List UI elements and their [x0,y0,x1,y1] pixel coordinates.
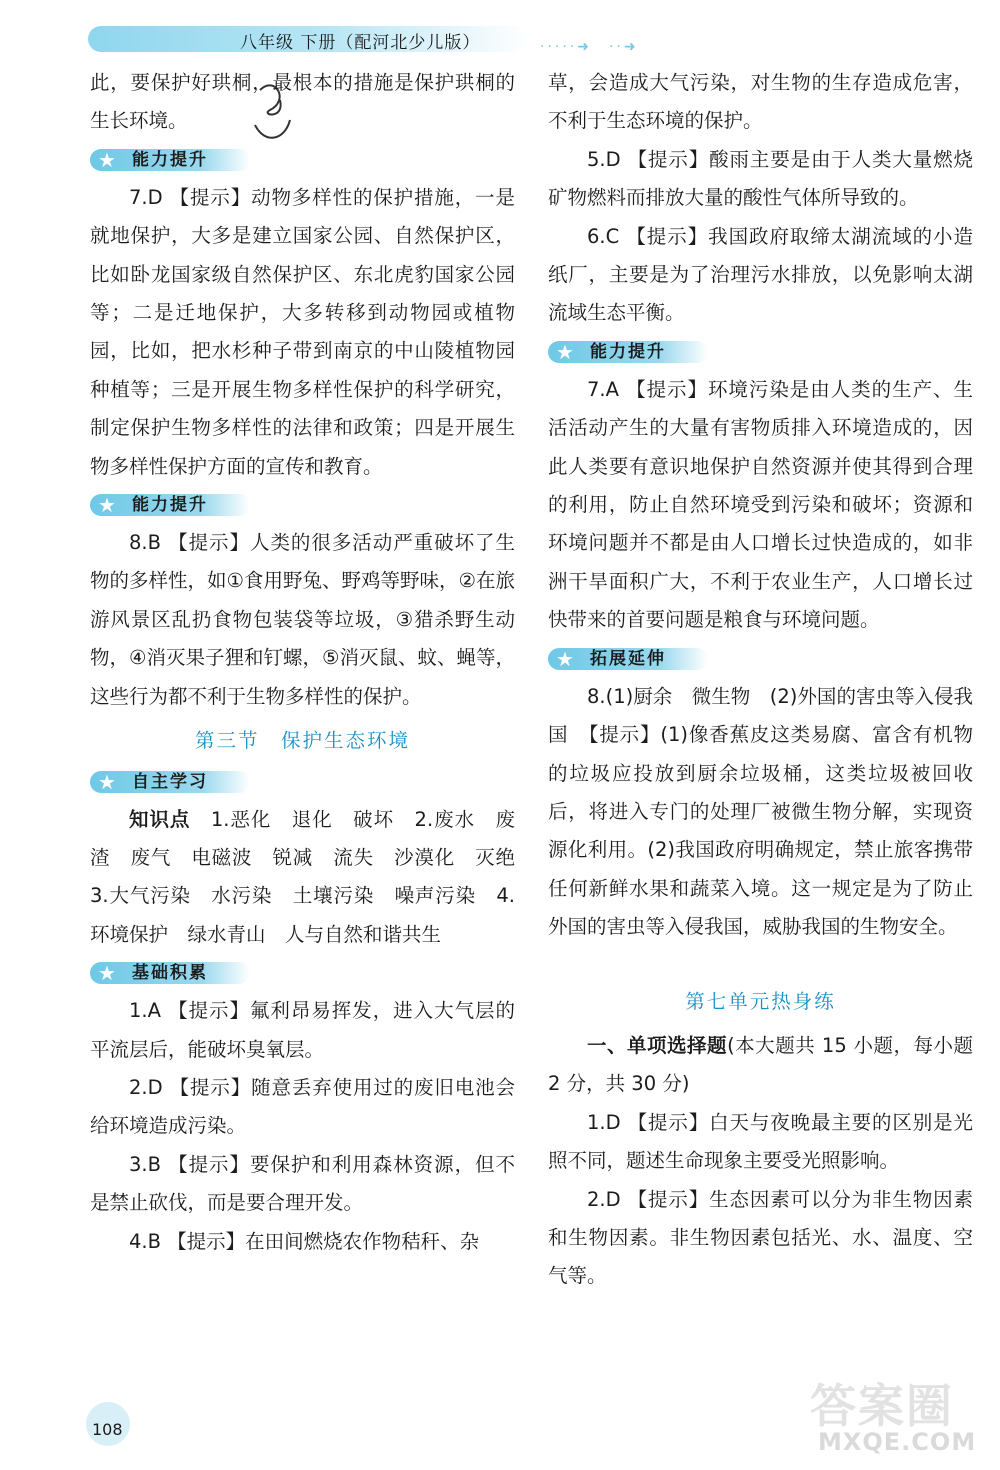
intro-paragraph: 此，要保护好珙桐，最根本的措施是保护珙桐的生长环境。 [90,71,515,133]
section-tag-label: 基础积累 [132,963,208,984]
star-icon: ★ [98,493,116,518]
answer-q6: 6.C 【提示】我国政府取缔太湖流域的小造纸厂，主要是为了治理污水排放，以免影响太湖流域生态平衡。 [548,224,973,325]
answer-b3: 3.B 【提示】要保护和利用森林资源，但不是禁止砍伐，而是要合理开发。 [90,1152,515,1215]
part1-title: 一、单项选择题 [587,1033,728,1057]
section-tag-label: 自主学习 [132,771,208,792]
section-tag-ability-1 [90,145,515,175]
answer-r2: 2.D 【提示】生态因素可以分为非生物因素和生物因素。非生物因素包括光、水、温度、空气等。 [548,1187,973,1288]
section-tag-label: 能力提升 [132,495,208,516]
star-icon: ★ [98,769,116,794]
part1-detail: (本大题共 15 小题，每小题 2 分，共 30 分) [548,1033,973,1096]
page-header [0,0,1000,60]
section-tag-ability-3 [548,337,973,367]
section-tag-extension [548,644,973,674]
answer-q8-right: 8.(1)厨余 微生物 (2)外国的害虫等入侵我国 【提示】(1)像香蕉皮这类易腐、富含有机物的垃圾应投放到厨余垃圾桶，这类垃圾被回收后，将进入专门的处理厂被微生物分解，实现资源化利用。(2)我国政府明确规定，禁止旅客携带任何新鲜水果和蔬菜入境。这一规定是为了防止外国的害虫等入侵我国，威胁我国的生物安全。 [548,684,973,939]
star-icon: ★ [556,646,574,671]
part1-instructions [548,1027,973,1104]
header-title: 八年级 下册（配河北少儿版） [240,33,481,53]
section-tag-label: 能力提升 [590,341,666,362]
left-column [90,64,535,1261]
unit-heading: 第七单元热身练 [685,989,836,1013]
watermark-text: 答案圈 [810,1379,954,1433]
spacer [548,947,973,977]
answer-q5: 5.D 【提示】酸雨主要是由于人类大量燃烧矿物燃料而排放大量的酸性气体所导致的。 [548,147,973,210]
section-heading: 第三节 保护生态环境 [194,729,410,753]
knowledge-points-label: 知识点 [129,807,191,831]
knowledge-points [90,801,535,955]
star-icon: ★ [98,961,116,986]
right-column [548,64,973,1296]
star-icon: ★ [556,339,574,364]
answer-q8: 8.B 【提示】人类的很多活动严重破坏了生物的多样性，如①食用野兔、野鸡等野味，②在旅游风景区乱扔食物包装袋等垃圾，③猎杀野生动物，④消灭果子狸和钉螺，⑤消灭鼠、蚊、蝇等，这些行为都不利于生物多样性的保护。 [90,531,515,708]
answer-b4: 4.B 【提示】在田间燃烧农作物秸秆、杂 [129,1229,480,1253]
knowledge-points-text: 1.恶化 退化 破坏 2.废水 废渣 废气 电磁波 锐减 流失 沙漠化 灭绝 3.大气污染 水污染 土壤污染 噪声污染 4.环境保护 绿水青山 人与自然和谐共生 [90,807,535,946]
answer-q7: 7.D 【提示】动物多样性的保护措施，一是就地保护，大多是建立国家公园、自然保护区，比如卧龙国家级自然保护区、东北虎豹国家公园等；二是迁地保护，大多转移到动物园或植物园，比如，把水杉种子带到南京的中山陵植物园种植等；三是开展生物多样性保护的科学研究，制定保护生物多样性的法律和政策；四是开展生物多样性保护方面的宣传和教育。 [90,185,515,478]
answer-q7-right: 7.A 【提示】环境污染是由人类的生产、生活活动产生的大量有害物质排入环境造成的，因此人类要有意识地保护自然资源并使其得到合理的利用，防止自然环境受到污染和破坏；资源和环境问题并不都是由人口增长过快造成的，如非洲干旱面积广大，不利于农业生产，人口增长过快带来的首要问题是粮食与环境问题。 [548,377,973,632]
section-tag-ability-2 [90,490,515,520]
star-icon: ★ [98,147,116,172]
section-tag-label: 拓展延伸 [590,648,666,669]
continued-paragraph: 草，会造成大气污染，对生物的生存造成危害，不利于生态环境的保护。 [548,71,973,133]
page-number: 108 [92,1420,123,1439]
watermark-url: MXQE.COM [818,1428,977,1456]
answer-b1: 1.A 【提示】氟利昂易挥发，进入大气层的平流层后，能破坏臭氧层。 [90,999,515,1061]
section-tag-basics [90,958,515,988]
section-tag-self-study [90,767,515,797]
answer-b2: 2.D 【提示】随意丢弃使用过的废旧电池会给环境造成污染。 [90,1075,515,1138]
answer-r1: 1.D 【提示】白天与夜晚最主要的区别是光照不同，题述生命现象主要受光照影响。 [548,1110,973,1173]
header-arrow-decoration: ·····➜ ··➜ [540,39,639,55]
watermark-logo [800,1370,990,1460]
section-tag-label: 能力提升 [132,149,208,170]
